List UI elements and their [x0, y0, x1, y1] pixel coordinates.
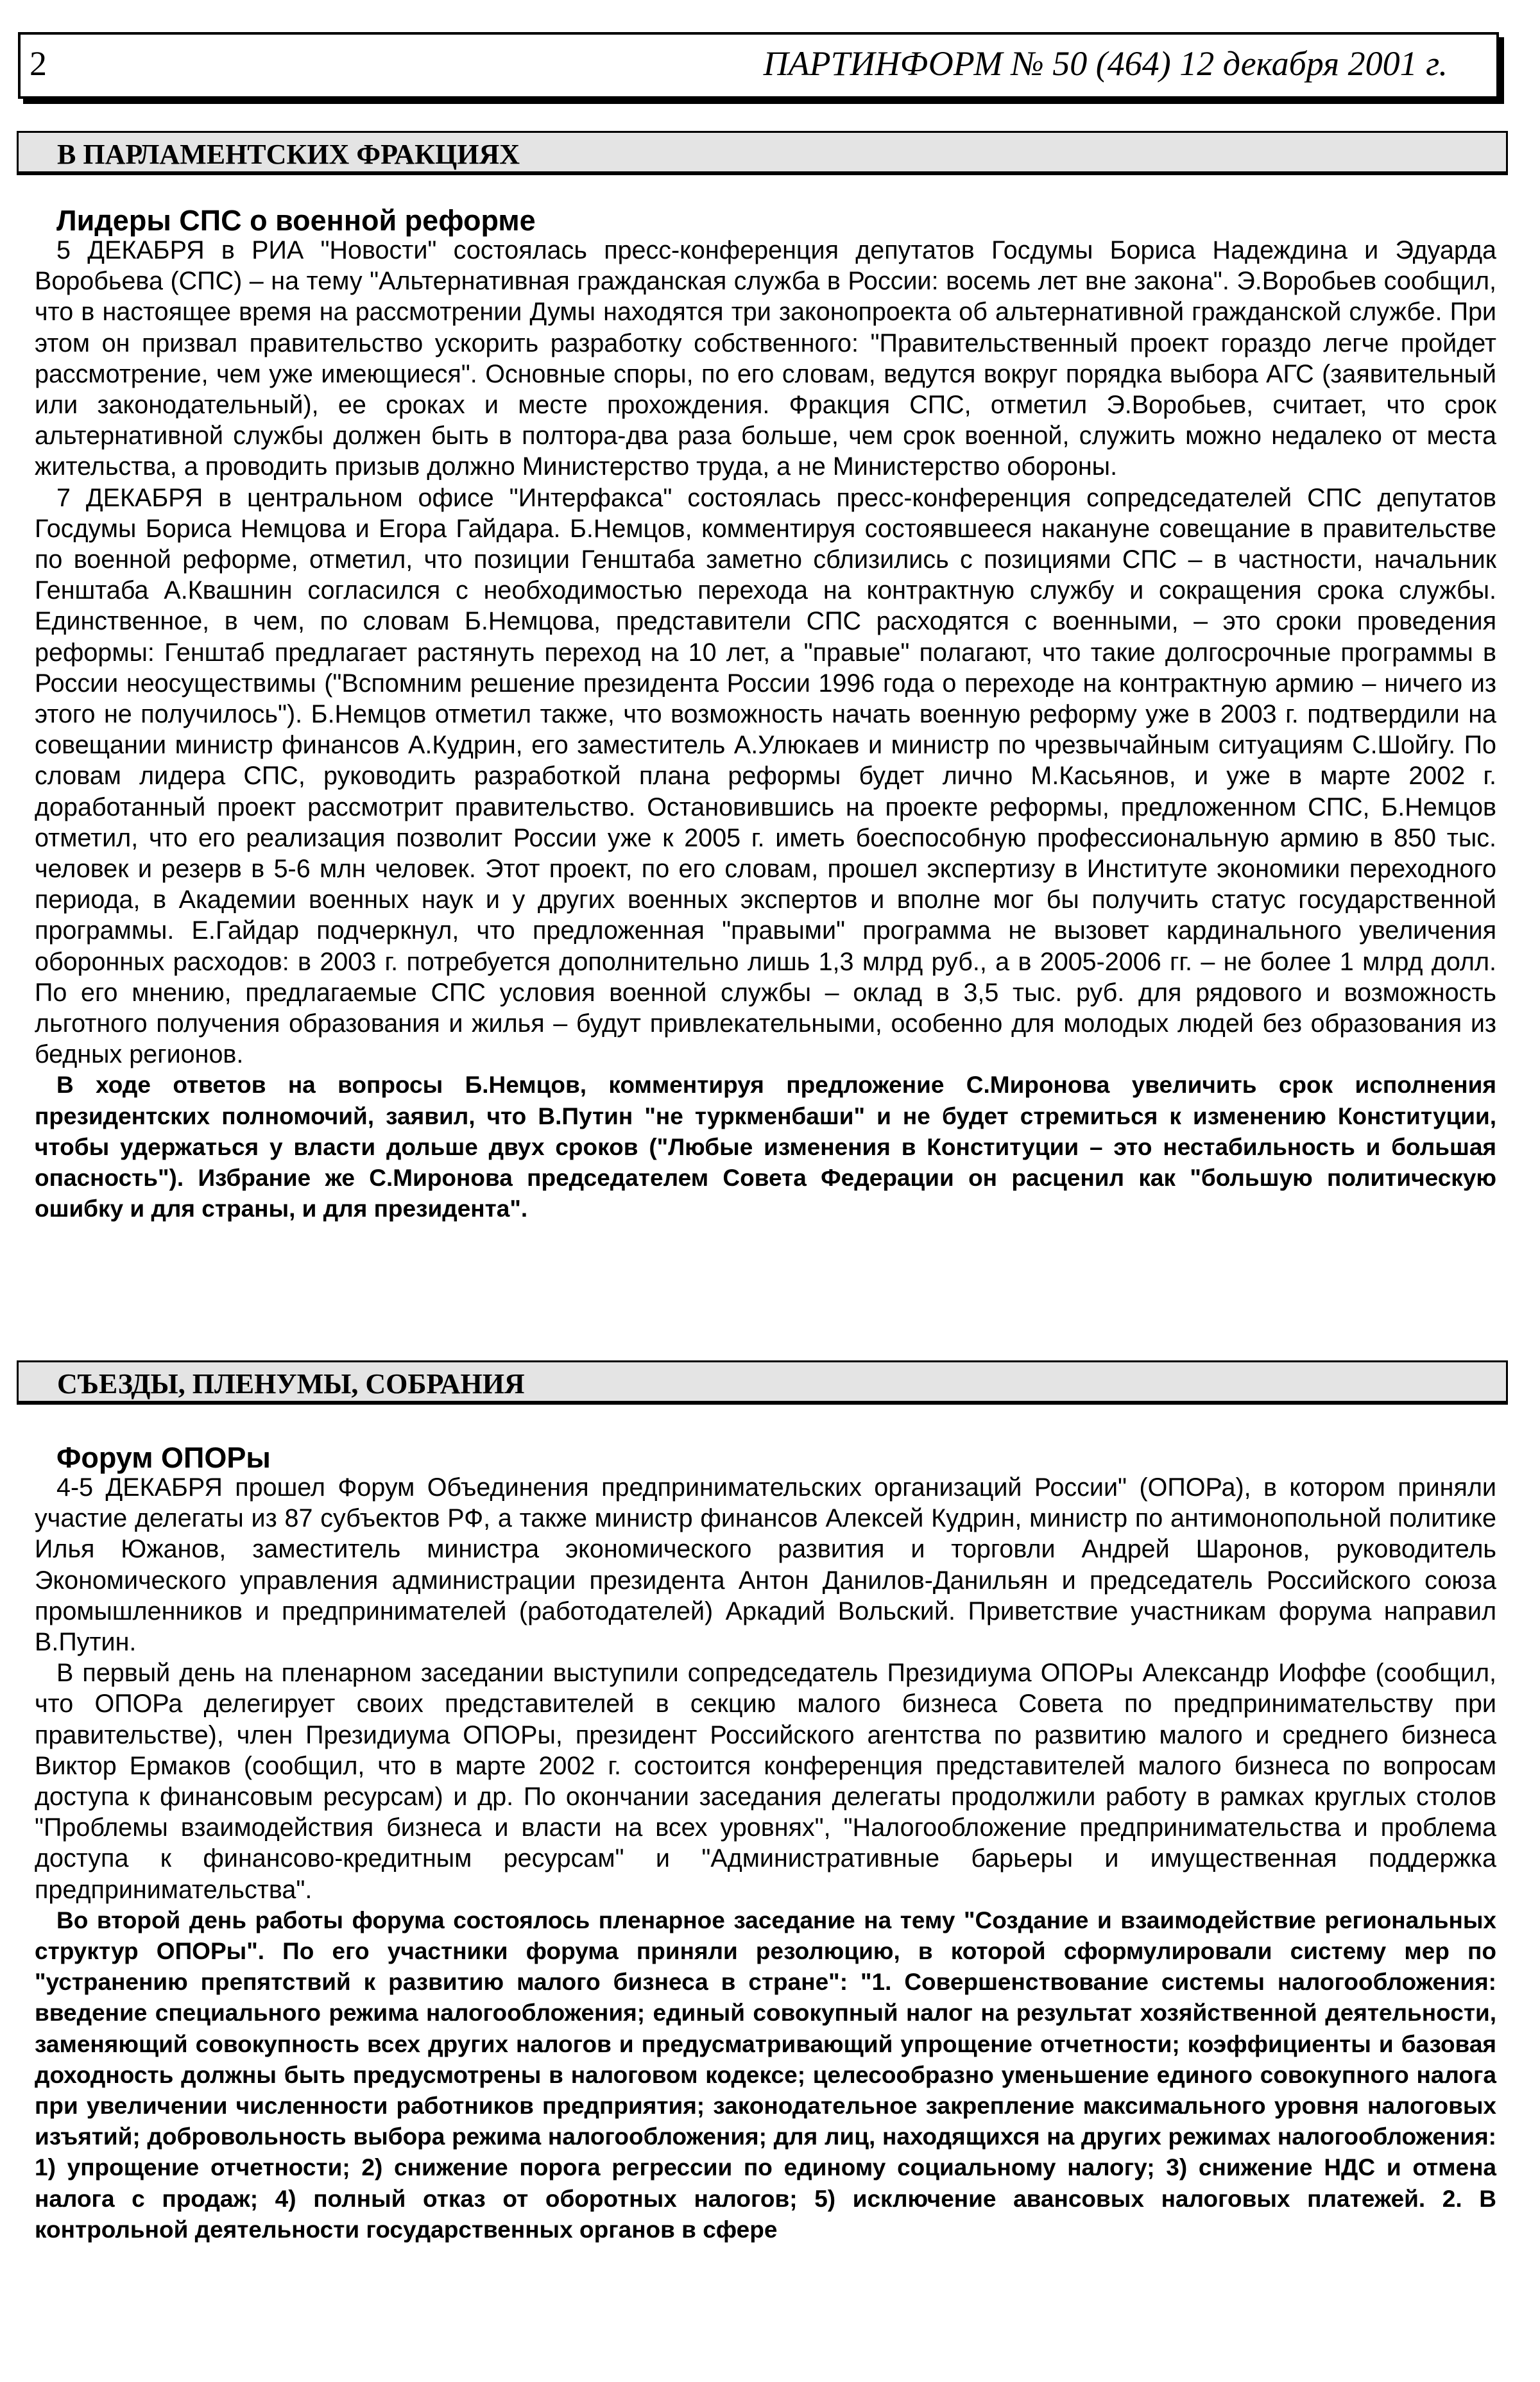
article-bold-paragraph: В ходе ответов на вопросы Б.Немцов, комментируя предложение С.Миронова увеличить срок исполнения президентских полномочий, заявил, что В.Путин "не туркменбаши" и не будет стремиться к изменению Конституции, чтобы удержаться у власти дольше двух сроков ("Любые изменения в Конституции – это нестабильность и большая опасность"). Избрание же С.Миронова председателем Совета Федерации он расценил как "большую политическую ошибку и для страны, и для президента".	[35, 1072, 1496, 1222]
page-number: 2	[30, 44, 47, 83]
publication-title: ПАРТИНФОРМ № 50 (464) 12 декабря 2001 г.	[763, 44, 1448, 83]
article-title: Лидеры СПС о военной реформе	[56, 204, 536, 237]
article-paragraph: В первый день на пленарном заседании выступили сопредседатель Президиума ОПОРы Александр Иоффе (сообщил, что ОПОРа делегирует своих представителей в секцию малого бизнеса Совета по предпринимательству при правительстве), член Президиума ОПОРы, президент Российского агентства по развитию малого и среднего бизнеса Виктор Ермаков (сообщил, что в марте 2002 г. состоится конференция представителей малого бизнеса по вопросам доступа к финансовым ресурсам) и др. По окончании заседания делегаты продолжили работу в рамках круглых столов "Проблемы взаимодействия бизнеса и власти на всех уровнях", "Налогообложение предпринимательства и проблема доступа к финансово-кредитным ресурсам" и "Административные барьеры и имущественная поддержка предпринимательства".	[35, 1659, 1496, 1904]
article-paragraph: 5 ДЕКАБРЯ в РИА "Новости" состоялась пресс-конференция депутатов Госдумы Бориса Надеждина и Эдуарда Воробьева (СПС) – на тему "Альтернативная гражданская служба в России: восемь лет вне закона". Э.Воробьев сообщил, что в настоящее время на рассмотрении Думы находятся три законопроекта об альтернативной гражданской службе. При этом он призвал правительство ускорить разработку собственного: "Правительственный проект гораздо легче пройдет рассмотрение, чем уже имеющиеся". Основные споры, по его словам, ведутся вокруг порядка выбора АГС (заявительный или законодательный), ее сроках и месте прохождения. Фракция СПС, отметил Э.Воробьев, считает, что срок альтернативной службы должен быть в полтора-два раза больше, чем срок военной, служить можно недалеко от места жительства, а проводить призыв должно Министерство труда, а не Министерство обороны.	[35, 236, 1496, 481]
section-heading-congresses	[17, 1360, 1508, 1405]
article-paragraph: 7 ДЕКАБРЯ в центральном офисе "Интерфакса" состоялась пресс-конференция сопредседателей СПС депутатов Госдумы Бориса Немцова и Егора Гайдара. Б.Немцов, комментируя состоявшееся накануне совещание в правительстве по военной реформе, отметил, что позиции Генштаба заметно сблизились с позициями СПС – в частности, начальник Генштаба А.Квашнин согласился с необходимостью перехода на контрактную службу и сокращения срока службы. Единственное, в чем, по словам Б.Немцова, представители СПС расходятся с военными, – это сроки проведения реформы: Генштаб предлагает растянуть переход на 10 лет, а "правые" полагают, что такие долгосрочные программы в России неосуществимы ("Вспомним решение президента России 1996 года о переходе на контрактную армию – ничего из этого не получилось"). Б.Немцов отметил также, что возможность начать военную реформу уже в 2003 г. подтвердили на совещании министр финансов А.Кудрин, его заместитель А.Улюкаев и министр по чрезвычайным ситуациям С.Шойгу. По словам лидера СПС, руководить разработкой плана реформы будет лично М.Касьянов, и уже в марте 2002 г. доработанный проект рассмотрит правительство. Остановившись на проекте реформы, предложенном СПС, Б.Немцов отметил, что его реализация позволит России уже к 2005 г. иметь боеспособную профессиональную армию в 850 тыс. человек и резерв в 5-6 млн человек. Этот проект, по его словам, прошел экспертизу в Институте экономики переходного периода, в Академии военных наук и у других военных экспертов и вполне мог бы получить статус государственной программы. Е.Гайдар подчеркнул, что предложенная "правыми" программа не вызовет кардинального увеличения оборонных расходов: в 2003 г. потребуется дополнительно лишь 1,3 млрд руб., а в 2005-2006 гг. – не более 1 млрд долл. По его мнению, предлагаемые СПС условия военной службы – оклад в 3,5 тыс. руб. для рядового и возможность льготного получения образования и жилья – будут привлекательными, особенно для молодых людей без образования из бедных регионов.	[35, 483, 1496, 1069]
section-heading-factions	[17, 131, 1508, 175]
article-title: Форум ОПОРы	[56, 1441, 271, 1474]
section-heading-text: В ПАРЛАМЕНТСКИХ ФРАКЦИЯХ	[57, 139, 520, 170]
page-header	[18, 32, 1499, 99]
section-heading-text: СЪЕЗДЫ, ПЛЕНУМЫ, СОБРАНИЯ	[57, 1368, 525, 1400]
article-body	[35, 1472, 1496, 2245]
article-body	[35, 235, 1496, 1225]
article-paragraph: 4-5 ДЕКАБРЯ прошел Форум Объединения предпринимательских организаций России" (ОПОРа), в котором приняли участие делегаты из 87 субъектов РФ, а также министр финансов Алексей Кудрин, министр по антимонопольной политике Илья Южанов, заместитель министра экономического развития и торговли Андрей Шаронов, руководитель Экономического управления администрации президента Антон Данилов-Данильян и председатель Российского союза промышленников и предпринимателей (работодателей) Аркадий Вольский. Приветствие участникам форума направил В.Путин.	[35, 1473, 1496, 1657]
article-bold-paragraph: Во второй день работы форума состоялось пленарное заседание на тему "Создание и взаимодействие региональных структур ОПОРы". По его участники форума приняли резолюцию, в которой сформулировали систему мер по "устранению препятствий к развитию малого бизнеса в стране": "1. Совершенствование системы налогообложения: введение специального режима налогообложения; единый совокупный налог на результат хозяйственной деятельности, заменяющий совокупность всех других налогов и предусматривающий упрощение отчетности; коэффициенты и базовая доходность должны быть предусмотрены в налоговом кодексе; целесообразно уменьшение единого совокупного налога при увеличении численности работников предприятия; законодательное закрепление максимального уровня налоговых изъятий; добровольность выбора режима налогообложения; для лиц, находящихся на других режимах налогообложения: 1) упрощение отчетности; 2) снижение порога регрессии по единому социальному налогу; 3) снижение НДС и отмена налога с продаж; 4) полный отказ от оборотных налогов; 5) исключение авансовых налоговых платежей. 2. В контрольной деятельности государственных органов в сфере	[35, 1906, 1496, 2243]
